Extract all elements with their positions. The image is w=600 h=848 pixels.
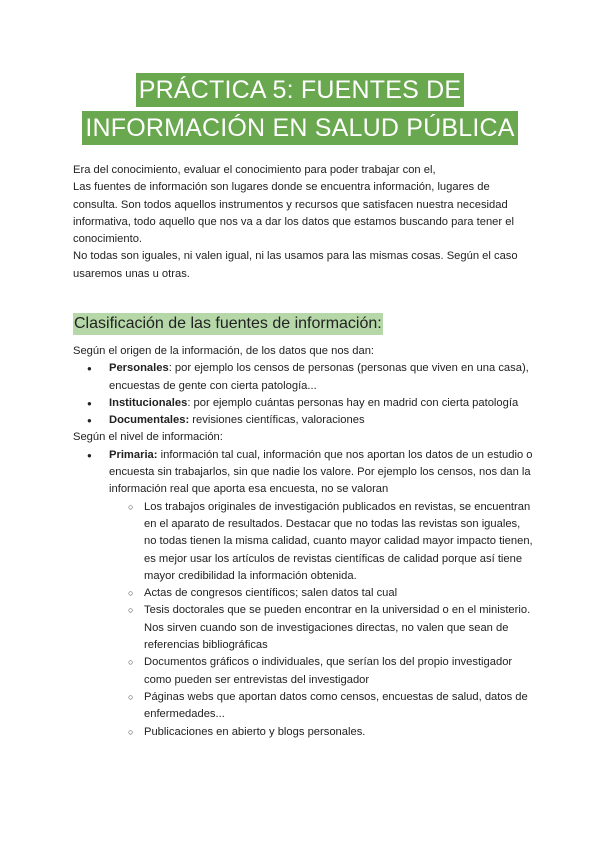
intro-text: [73, 162, 531, 283]
document-title: [0, 73, 600, 149]
sublist-item: ○ Los trabajos originales de investigación publicados en revistas, se encuentran en el aparato de resultados. Destacar que no todas las revistas son iguales, no todas tienen la misma calidad, cuanto mayor calidad mayor impacto tienen, es mejor usar los artículos de revistas científicas de calidad porque así tiene mayor credibilidad la información obtenida.: [109, 499, 533, 585]
sublist-item: ○ Publicaciones en abierto y blogs personales.: [109, 724, 533, 741]
level-intro: Según el nivel de información:: [73, 431, 223, 444]
origin-intro: Según el origen de la información, de los datos que nos dan:: [73, 345, 375, 357]
title-line-1: PRÁCTICA 5: FUENTES DE: [136, 73, 465, 107]
intro-paragraph-1: Era del conocimiento, evaluar el conocimiento para poder trabajar con el,: [73, 164, 436, 176]
section-heading: Clasificación de las fuentes de información:: [73, 313, 383, 335]
sublist-item: ○ Documentos gráficos o individuales, que serían los del propio investigador como pueden ser entrevistas del investigador: [109, 654, 533, 689]
level-list: [73, 447, 533, 741]
list-item: ● Primaria: información tal cual, información que nos aportan los datos de un estudio o encuesta sin trabajarlos, sin que nadie los valore. Por ejemplo los censos, nos dan la información real que aporta esa encuesta, no se valoran ○ Los trabajos originales de investigación publicados en revistas, se encuentran en el aparato de resultados. Destacar que no todas las revistas son iguales, no todas tienen la misma calidad, cuanto mayor calidad mayor impacto tienen, es mejor usar los artículos de revistas científicas de calidad porque así tiene mayor credibilidad la información obtenida. ○ Actas de congresos científicos; salen datos tal cual ○ Tesis doctorales que se pueden encontrar en la universidad o en el ministerio. Nos sirven cuando son de investigaciones directas, no valen que sean de referencias bibliográficas ○ Documentos gráficos o individuales, que serían los del propio investigador como pueden ser entrevistas del investigador ○ Páginas webs que aportan datos como censos, encuestas de salud, datos de enfermedades... ○ Publicaciones en abierto y blogs personales.: [73, 447, 533, 741]
list-item: ● Personales: por ejemplo los censos de personas (personas que viven en una casa), encuestas de gente con cierta patología...: [73, 360, 533, 395]
primary-sublist: [109, 499, 533, 741]
origin-list: [73, 360, 533, 429]
sublist-item: ○ Actas de congresos científicos; salen datos tal cual: [109, 585, 533, 602]
section-content: [73, 343, 533, 741]
title-line-2: INFORMACIÓN EN SALUD PÚBLICA: [82, 111, 517, 145]
sublist-item: ○ Páginas webs que aportan datos como censos, encuestas de salud, datos de enfermedades...: [109, 689, 533, 724]
list-item: ● Institucionales: por ejemplo cuántas personas hay en madrid con cierta patología: [73, 395, 533, 412]
section-header: [73, 313, 531, 335]
sublist-item: ○ Tesis doctorales que se pueden encontrar en la universidad o en el ministerio. Nos sirven cuando son de investigaciones directas, no valen que sean de referencias bibliográficas: [109, 602, 533, 654]
list-item: ● Documentales: revisiones científicas, valoraciones: [73, 412, 533, 429]
intro-paragraph-2: Las fuentes de información son lugares donde se encuentra información, lugares de consulta. Son todos aquellos instrumentos y recursos que satisfacen nuestra necesidad informativa, todo aquello que nos va a dar los datos que estamos buscando para tener el conocimiento.: [73, 181, 514, 246]
intro-paragraph-3: No todas son iguales, ni valen igual, ni las usamos para las mismas cosas. Según el caso usaremos unas u otras.: [73, 250, 518, 280]
